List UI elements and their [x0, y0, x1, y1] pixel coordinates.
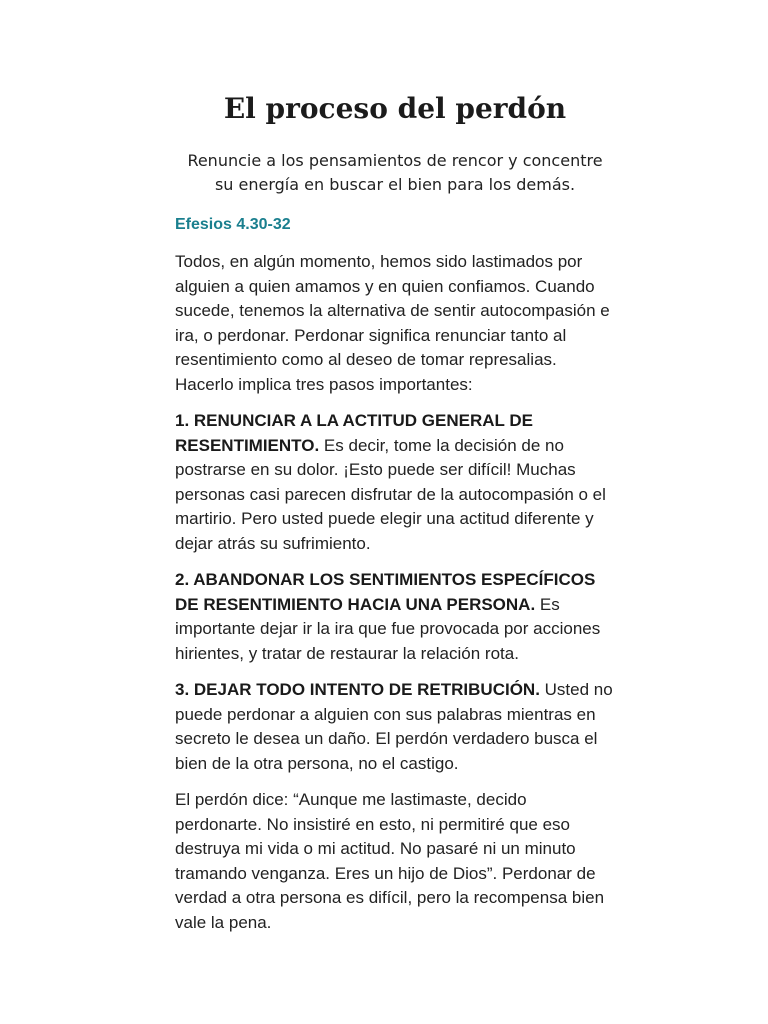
step-3-paragraph	[175, 678, 615, 776]
closing-paragraph: El perdón dice: “Aunque me lastimaste, decido perdonarte. No insistiré en esto, ni permitiré que eso destruya mi vida o mi actitud. No pasaré ni un minuto tramando venganza. Eres un hijo de Dios”. Perdonar de verdad a otra persona es difícil, pero la recompensa bien vale la pena.	[175, 790, 605, 932]
step-1-heading: 1. RENUNCIAR A LA ACTITUD GENERAL DE RESENTIMIENTO.	[175, 411, 533, 455]
subtitle	[175, 149, 615, 197]
document-page	[175, 0, 615, 935]
page-title: El proceso del perdón	[223, 92, 567, 125]
subtitle-line-2: su energía en buscar el bien para los demás.	[214, 175, 576, 194]
step-2-heading: 2. ABANDONAR LOS SENTIMIENTOS ESPECÍFICOS DE RESENTIMIENTO HACIA UNA PERSONA.	[175, 570, 596, 614]
step-3-text: Usted no puede perdonar a alguien con sus palabras mientras en secreto le desea un daño. El perdón verdadero busca el bien de la otra persona, no el castigo.	[175, 680, 613, 773]
subtitle-line-1: Renuncie a los pensamientos de rencor y concentre	[187, 151, 603, 170]
step-1-text: Es decir, tome la decisión de no postrarse en su dolor. ¡Esto puede ser difícil! Muchas personas casi parecen disfrutar de la autocompasión o el martirio. Pero usted puede elegir una actitud diferente y dejar atrás su sufrimiento.	[175, 435, 606, 553]
step-1-paragraph	[175, 409, 615, 556]
intro-paragraph: Todos, en algún momento, hemos sido lastimados por alguien a quien amamos y en quien confiamos. Cuando sucede, tenemos la alternativa de sentir autocompasión e ira, o perdonar. Perdonar significa renunciar tanto al resentimiento como al deseo de tomar represalias. Hacerlo implica tres pasos importantes:	[175, 252, 610, 394]
step-2-paragraph	[175, 568, 615, 666]
scripture-reference: Efesios 4.30-32	[175, 216, 291, 233]
step-2-text: Es importante dejar ir la ira que fue provocada por acciones hirientes, y tratar de restaurar la relación rota.	[175, 594, 601, 663]
step-3-heading: 3. DEJAR TODO INTENTO DE RETRIBUCIÓN.	[175, 680, 540, 699]
